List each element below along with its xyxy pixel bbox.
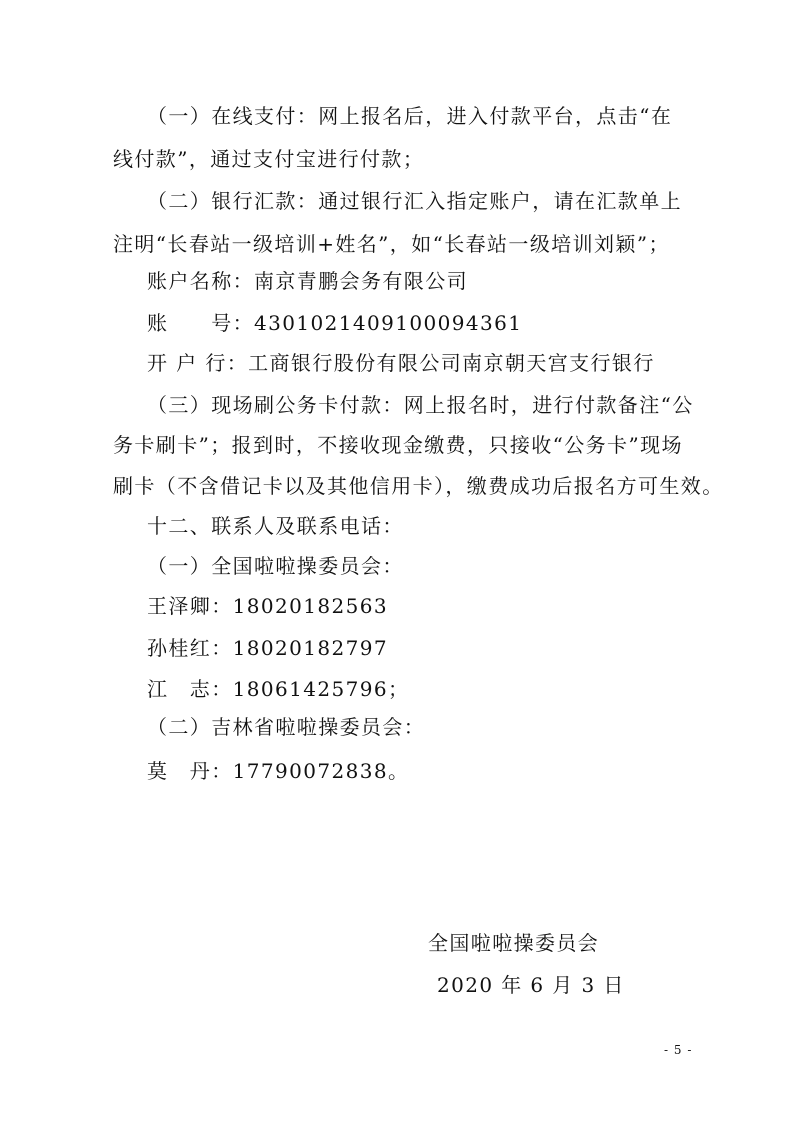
contact-group-jilin: （二）吉林省啦啦操委员会：	[147, 715, 426, 739]
paragraph-card-payment-line-2: 务卡刷卡”；报到时，不接收现金缴费，只接收“公务卡”现场	[113, 433, 683, 457]
paragraph-bank-transfer-line-1: （二）银行汇款：通过银行汇入指定账户，请在汇款单上	[147, 189, 682, 213]
paragraph-bank-transfer-line-2: 注明“长春站一级培训+姓名”，如“长春站一级培训刘颖”；	[113, 232, 670, 256]
contact-group-national: （一）全国啦啦操委员会：	[147, 554, 404, 578]
paragraph-card-payment-line-3: 刷卡（不含借记卡以及其他信用卡），缴费成功后报名方可生效。	[113, 474, 724, 498]
contact-line: 王泽卿：18020182563	[147, 594, 388, 618]
paragraph-online-payment-line-2: 线付款”，通过支付宝进行付款；	[113, 147, 425, 171]
account-bank-line: 开 户 行：工商银行股份有限公司南京朝天宫支行银行	[147, 351, 655, 375]
signature-organization: 全国啦啦操委员会	[428, 931, 600, 955]
section-heading-contacts: 十二、联系人及联系电话：	[147, 514, 404, 538]
contact-line: 孙桂红：18020182797	[147, 636, 388, 660]
paragraph-card-payment-line-1: （三）现场刷公务卡付款：网上报名时，进行付款备注“公	[147, 393, 694, 417]
contact-line: 莫 丹：17790072838。	[147, 759, 410, 783]
signature-date: 2020 年 6 月 3 日	[437, 973, 625, 997]
page-number: - 5 -	[664, 1043, 693, 1057]
contact-line: 江 志：18061425796；	[147, 677, 410, 701]
account-number-line: 账 号：4301021409100094361	[147, 311, 523, 335]
account-name-line: 账户名称：南京青鹏会务有限公司	[147, 269, 468, 293]
paragraph-online-payment-line-1: （一）在线支付：网上报名后，进入付款平台，点击“在	[147, 104, 673, 128]
